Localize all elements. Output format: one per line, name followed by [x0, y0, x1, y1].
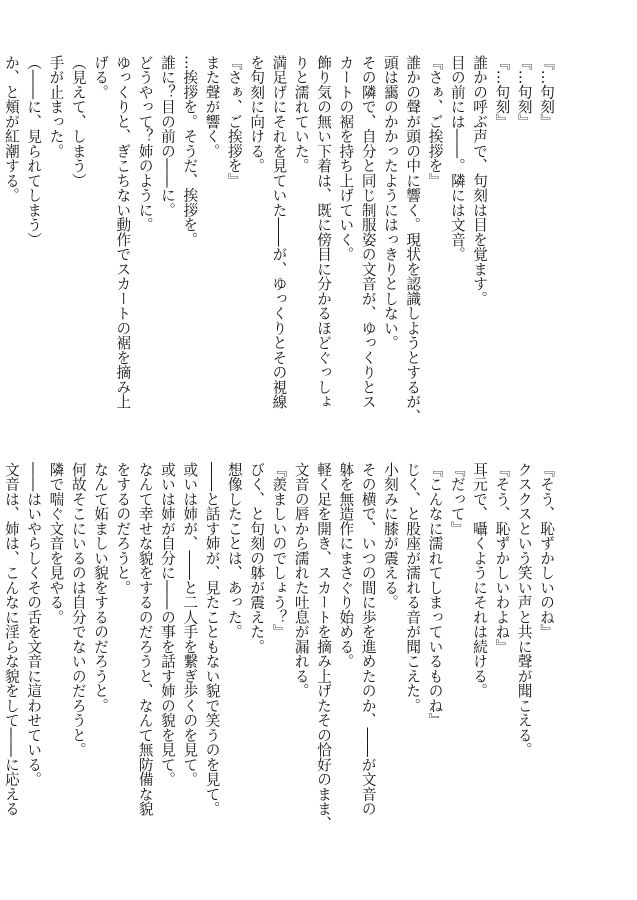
text-line: 或いは姉が、――と二人手を繋ぎ歩くのを見て。	[181, 462, 199, 787]
text-line: を句刻に向ける。	[248, 55, 266, 173]
text-line: カートの裾を持ち上げていく。	[337, 55, 355, 262]
text-line: 文音の唇から濡れた吐息が漏れる。	[292, 462, 310, 698]
text-line: ――はいやらしくその舌を文音に這わせている。	[25, 462, 43, 787]
text-line: その隣で、自分と同じ制服姿の文音が、ゆっくりとス	[359, 55, 377, 409]
text-line: 『羨ましいのでしょう？』	[270, 462, 288, 639]
text-line: 『そう、恥ずかしいわよね』	[493, 462, 511, 654]
text-line: 誰かの呼ぶ声で、句刻は目を覚ます。	[471, 55, 489, 306]
text-line: 誰に？目の前の――に。	[158, 55, 176, 218]
text-line: 満足げにそれを見ていた――が、ゆっくりとその視線	[270, 55, 288, 409]
text-line: 『さぁ、ご挨拶を』	[426, 55, 444, 188]
text-block-top	[2, 55, 557, 455]
text-line: 或いは姉が自分に――の事を話す姉の貌を見て。	[158, 462, 176, 787]
text-line: 『こんなに濡れてしまっているものね』	[426, 462, 444, 728]
text-block-bottom	[2, 462, 557, 847]
text-line: 頭は靄のかかったようにはっきりとしない。	[381, 55, 399, 350]
text-line: 『だって』	[448, 462, 466, 536]
text-line: 軽く足を開き、スカートを摘み上げたその恰好のまま、	[315, 462, 333, 831]
text-line: 文音は、姉は、こんなに淫らな貌をして――に応える	[2, 462, 20, 816]
text-line: か、と頬が紅潮する。	[2, 55, 20, 203]
text-line: どうやって？姉のように。	[136, 55, 154, 232]
text-line: 想像したことは、あった。	[225, 462, 243, 639]
text-line: 誰かの聲が頭の中に響く。現状を認識しようとするが、	[404, 55, 422, 424]
text-line: （見えて、しまう）	[69, 55, 87, 188]
text-line: 手が止まった。	[47, 55, 65, 159]
text-line: 『…句刻』	[538, 55, 555, 129]
text-line: 『…句刻』	[515, 55, 533, 129]
text-line: 小刻みに膝が震える。	[381, 462, 399, 610]
text-line: びく、と句刻の躰が震えた。	[248, 462, 266, 654]
text-line: ゆっくりと、ぎこちない動作でスカートの裾を摘み上	[114, 55, 132, 409]
text-line: 耳元で、囁くようにそれは続ける。	[471, 462, 489, 698]
text-line: 『そう、恥ずかしいのね』	[538, 462, 555, 639]
text-line: じく、と股座が濡れる音が聞こえた。	[404, 462, 422, 713]
text-line: …挨拶を。そうだ、挨拶を。	[181, 55, 199, 247]
text-line: りと濡れていた。	[292, 55, 310, 173]
text-line: 『…句刻』	[493, 55, 511, 129]
text-line: 躰を無造作にまさぐり始める。	[337, 462, 355, 669]
text-line: なんて妬ましい貌をするのだろうと。	[92, 462, 110, 713]
text-line: （――に、見られてしまう）	[25, 55, 43, 247]
text-line: げる。	[92, 55, 110, 100]
text-line: 目の前には――。隣には文音。	[448, 55, 466, 262]
text-line: ――と話す姉が、見たこともない貌で笑うのを見て。	[203, 462, 221, 816]
text-line: 隣で喘ぐ文音を見やる。	[47, 462, 65, 625]
text-line: 何故そこにいるのは自分でないのだろうと。	[69, 462, 87, 757]
text-line: 飾り気の無い下着は、既に傍目に分かるほどぐっしょ	[315, 55, 333, 409]
text-line: また聲が響く。	[203, 55, 221, 159]
text-line: をするのだろうと。	[114, 462, 132, 595]
text-line: 『さぁ、ご挨拶を』	[225, 55, 243, 188]
text-line: クスクスという笑い声と共に聲が聞こえる。	[515, 462, 533, 757]
text-line: なんて幸せな貌をするのだろうと、なんて無防備な貌	[136, 462, 154, 816]
text-line: その横で、いつの間に歩を進めたのか、――が文音の	[359, 462, 377, 816]
